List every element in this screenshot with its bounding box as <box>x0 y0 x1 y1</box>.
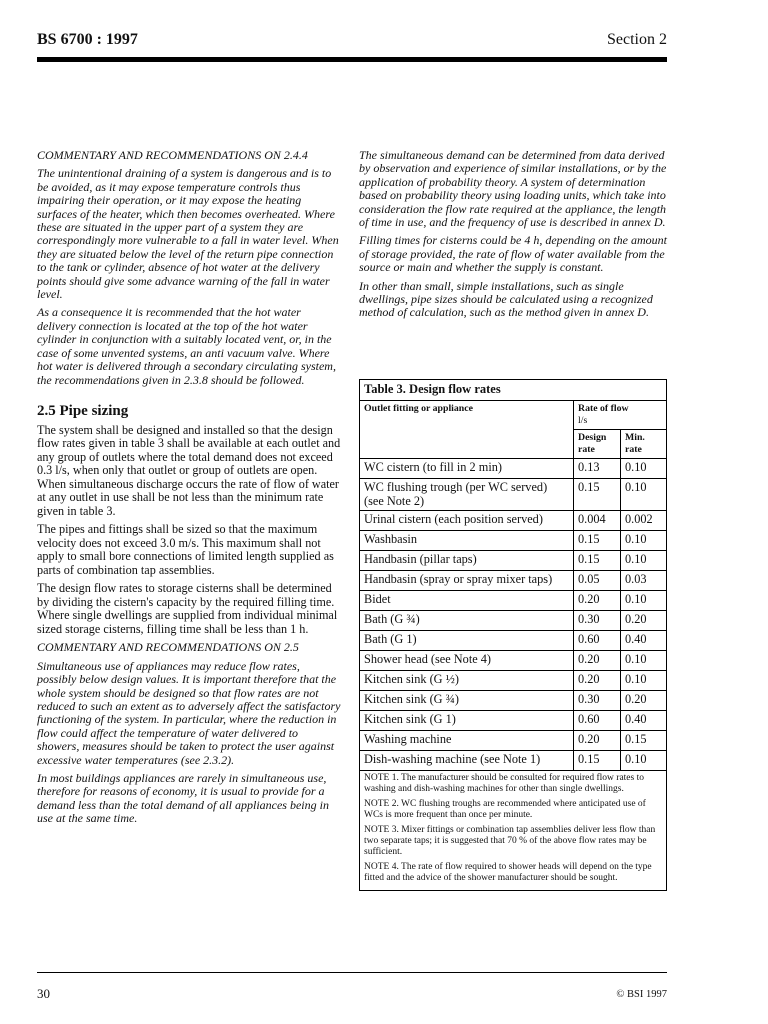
column-header-min-rate: Min. rate <box>621 430 667 459</box>
design-rate-cell: 0.20 <box>574 731 621 751</box>
design-rate-cell: 0.30 <box>574 611 621 631</box>
min-rate-cell: 0.10 <box>621 551 667 571</box>
column-header-design-rate: Design rate <box>574 430 621 459</box>
outlet-cell: Urinal cistern (each position served) <box>360 511 574 531</box>
design-flow-rates-table <box>359 379 667 891</box>
header-rule <box>37 57 667 62</box>
design-rate-cell: 0.60 <box>574 631 621 651</box>
table-row <box>360 571 667 591</box>
design-rate-cell: 0.15 <box>574 551 621 571</box>
design-rate-cell: 0.60 <box>574 711 621 731</box>
table-note: NOTE 2. WC flushing troughs are recommended where anticipated use of WCs is more frequent than once per minute. <box>364 799 646 821</box>
page-number: 30 <box>37 986 50 1001</box>
footer-rule <box>37 972 667 973</box>
design-rate-cell: 0.05 <box>574 571 621 591</box>
table-row <box>360 691 667 711</box>
rate-unit: l/s <box>578 415 588 426</box>
outlet-cell: Bidet <box>360 591 574 611</box>
left-column <box>37 149 342 831</box>
outlet-cell: Bath (G 1) <box>360 631 574 651</box>
table-row <box>360 751 667 771</box>
table-row <box>360 459 667 479</box>
body-paragraph: The design flow rates to storage cisterns shall be determined by dividing the cistern's capacity by the required filling time. Where single dwellings are supplied from individual minimal sized storage cisterns, filling time shall be less than 1 h. <box>37 581 338 636</box>
min-rate-cell: 0.40 <box>621 631 667 651</box>
commentary-paragraph: Simultaneous use of appliances may reduce flow rates, possibly below design values. It is important therefore that the whole system should be designed so that flow rates are not reduced to such an extent as to adversely affect the satisfactory functioning of the system. In particular, where the reduction in flow could affect the temperature of water delivered to showers, measures should be taken to protect the user against excessive water temperatures (see 2.3.2). <box>37 658 341 767</box>
outlet-cell: Handbasin (pillar taps) <box>360 551 574 571</box>
min-rate-cell: 0.10 <box>621 591 667 611</box>
right-column <box>359 149 667 325</box>
outlet-cell: WC cistern (to fill in 2 min) <box>360 459 574 479</box>
section-heading: 2.5 Pipe sizing <box>37 402 129 419</box>
design-rate-cell: 0.13 <box>574 459 621 479</box>
outlet-cell: Dish-washing machine (see Note 1) <box>360 751 574 771</box>
table-row <box>360 711 667 731</box>
outlet-cell: Kitchen sink (G ¾) <box>360 691 574 711</box>
min-rate-cell: 0.10 <box>621 751 667 771</box>
body-paragraph: The system shall be designed and installed so that the design flow rates given in table 3 shall be available at each outlet and any group of outlets where the total demand does not exceed 0.3 l/s, when only that outlet or group of outlets are open. When simultaneous discharge occurs the rate of flow of water at any outlet in use shall be not less than the minimum rate given in table 3. <box>37 422 341 518</box>
min-rate-cell: 0.10 <box>621 479 667 511</box>
table-row <box>360 731 667 751</box>
body-paragraph: The pipes and fittings shall be sized so that the maximum velocity does not exceed 3.0 m/s. This maximum shall not apply to small bore connections of limited length supplied as parts of combination tap assemblies. <box>37 522 334 577</box>
outlet-cell: Handbasin (spray or spray mixer taps) <box>360 571 574 591</box>
table-note: NOTE 1. The manufacturer should be consulted for required flow rates to washing and dish-washing machines for other than single dwellings. <box>364 773 644 795</box>
design-rate-cell: 0.15 <box>574 531 621 551</box>
commentary-heading: COMMENTARY AND RECOMMENDATIONS ON 2.4.4 <box>37 148 308 162</box>
design-rate-cell: 0.15 <box>574 751 621 771</box>
min-rate-cell: 0.10 <box>621 459 667 479</box>
commentary-paragraph: The unintentional draining of a system is dangerous and is to be avoided, as it may expose temperature controls thus impairing their operation, or it may expose the heating surfaces of the heater, which then becomes overheated. Where these are situated in the upper part of a system they are correspondingly more vulnerable to a fall in water level. When they are situated below the level of the return pipe connection to the tank or cylinder, absence of hot water at the delivery points should give some advance warning of the fall in water level. <box>37 166 339 302</box>
table-row <box>360 531 667 551</box>
table-row <box>360 611 667 631</box>
table-row <box>360 671 667 691</box>
min-rate-cell: 0.10 <box>621 671 667 691</box>
table-body <box>360 459 667 771</box>
outlet-cell: Kitchen sink (G 1) <box>360 711 574 731</box>
outlet-cell: Washing machine <box>360 731 574 751</box>
outlet-cell: Kitchen sink (G ½) <box>360 671 574 691</box>
outlet-cell: Bath (G ¾) <box>360 611 574 631</box>
table-title: Table 3. Design flow rates <box>360 380 667 401</box>
design-rate-cell: 0.20 <box>574 651 621 671</box>
table-row <box>360 479 667 511</box>
section-label: Section 2 <box>607 31 667 48</box>
rate-label: Rate of flow <box>578 403 629 414</box>
min-rate-cell: 0.15 <box>621 731 667 751</box>
table-note: NOTE 3. Mixer fittings or combination tap assemblies deliver less flow than two separate taps; it is suggested that 70 % of the above flow rates may be sufficient. <box>364 825 656 858</box>
table-row <box>360 511 667 531</box>
table-note: NOTE 4. The rate of flow required to shower heads will depend on the type fitted and the advice of the shower manufacturer should be sought. <box>364 862 652 884</box>
outlet-cell: Shower head (see Note 4) <box>360 651 574 671</box>
design-rate-cell: 0.004 <box>574 511 621 531</box>
commentary-paragraph: In most buildings appliances are rarely in simultaneous use, therefore for reasons of economy, it is usual to provide for a demand less than the total demand of all appliances being in use at the same time. <box>37 771 329 826</box>
outlet-cell: WC flushing trough (per WC served) (see Note 2) <box>360 479 574 511</box>
min-rate-cell: 0.03 <box>621 571 667 591</box>
design-rate-cell: 0.20 <box>574 671 621 691</box>
document-standard-title: BS 6700 : 1997 <box>37 31 138 48</box>
commentary-paragraph: In other than small, simple installations, such as single dwellings, pipe sizes should be calculated using a recognized method of calculation, such as the method given in annex D. <box>359 278 653 320</box>
min-rate-cell: 0.10 <box>621 651 667 671</box>
min-rate-cell: 0.20 <box>621 691 667 711</box>
table-row <box>360 631 667 651</box>
table-row <box>360 591 667 611</box>
min-rate-cell: 0.40 <box>621 711 667 731</box>
design-rate-cell: 0.15 <box>574 479 621 511</box>
column-header-outlet: Outlet fitting or appliance <box>360 401 574 459</box>
min-rate-cell: 0.002 <box>621 511 667 531</box>
copyright: © BSI 1997 <box>616 989 667 1000</box>
commentary-paragraph: As a consequence it is recommended that the hot water delivery connection is located at the top of the hot water cylinder in conjunction with a suitably located vent, or, in the case of some unvented systems, an anti vacuum valve. Where hot water is delivered through a secondary circulating system, the recommendations given in 2.3.8 should be followed. <box>37 305 336 387</box>
table-notes <box>360 771 667 891</box>
commentary-paragraph: The simultaneous demand can be determined from data derived by observation and experience of similar installations, or by the application of probability theory. A system of determination based on probability theory using loading units, which take into consideration the flow rate required at the appliance, the length of time in use, and the frequency of use is described in annex D. <box>359 148 667 230</box>
table-row <box>360 651 667 671</box>
commentary-paragraph: Filling times for cisterns could be 4 h, depending on the amount of storage provided, the rate of flow of water available from the source or main and whether the supply is constant. <box>359 233 667 275</box>
min-rate-cell: 0.10 <box>621 531 667 551</box>
commentary-heading: COMMENTARY AND RECOMMENDATIONS ON 2.5 <box>37 640 299 655</box>
table-row <box>360 551 667 571</box>
outlet-cell: Washbasin <box>360 531 574 551</box>
column-header-rate <box>574 401 667 430</box>
min-rate-cell: 0.20 <box>621 611 667 631</box>
design-rate-cell: 0.30 <box>574 691 621 711</box>
design-rate-cell: 0.20 <box>574 591 621 611</box>
